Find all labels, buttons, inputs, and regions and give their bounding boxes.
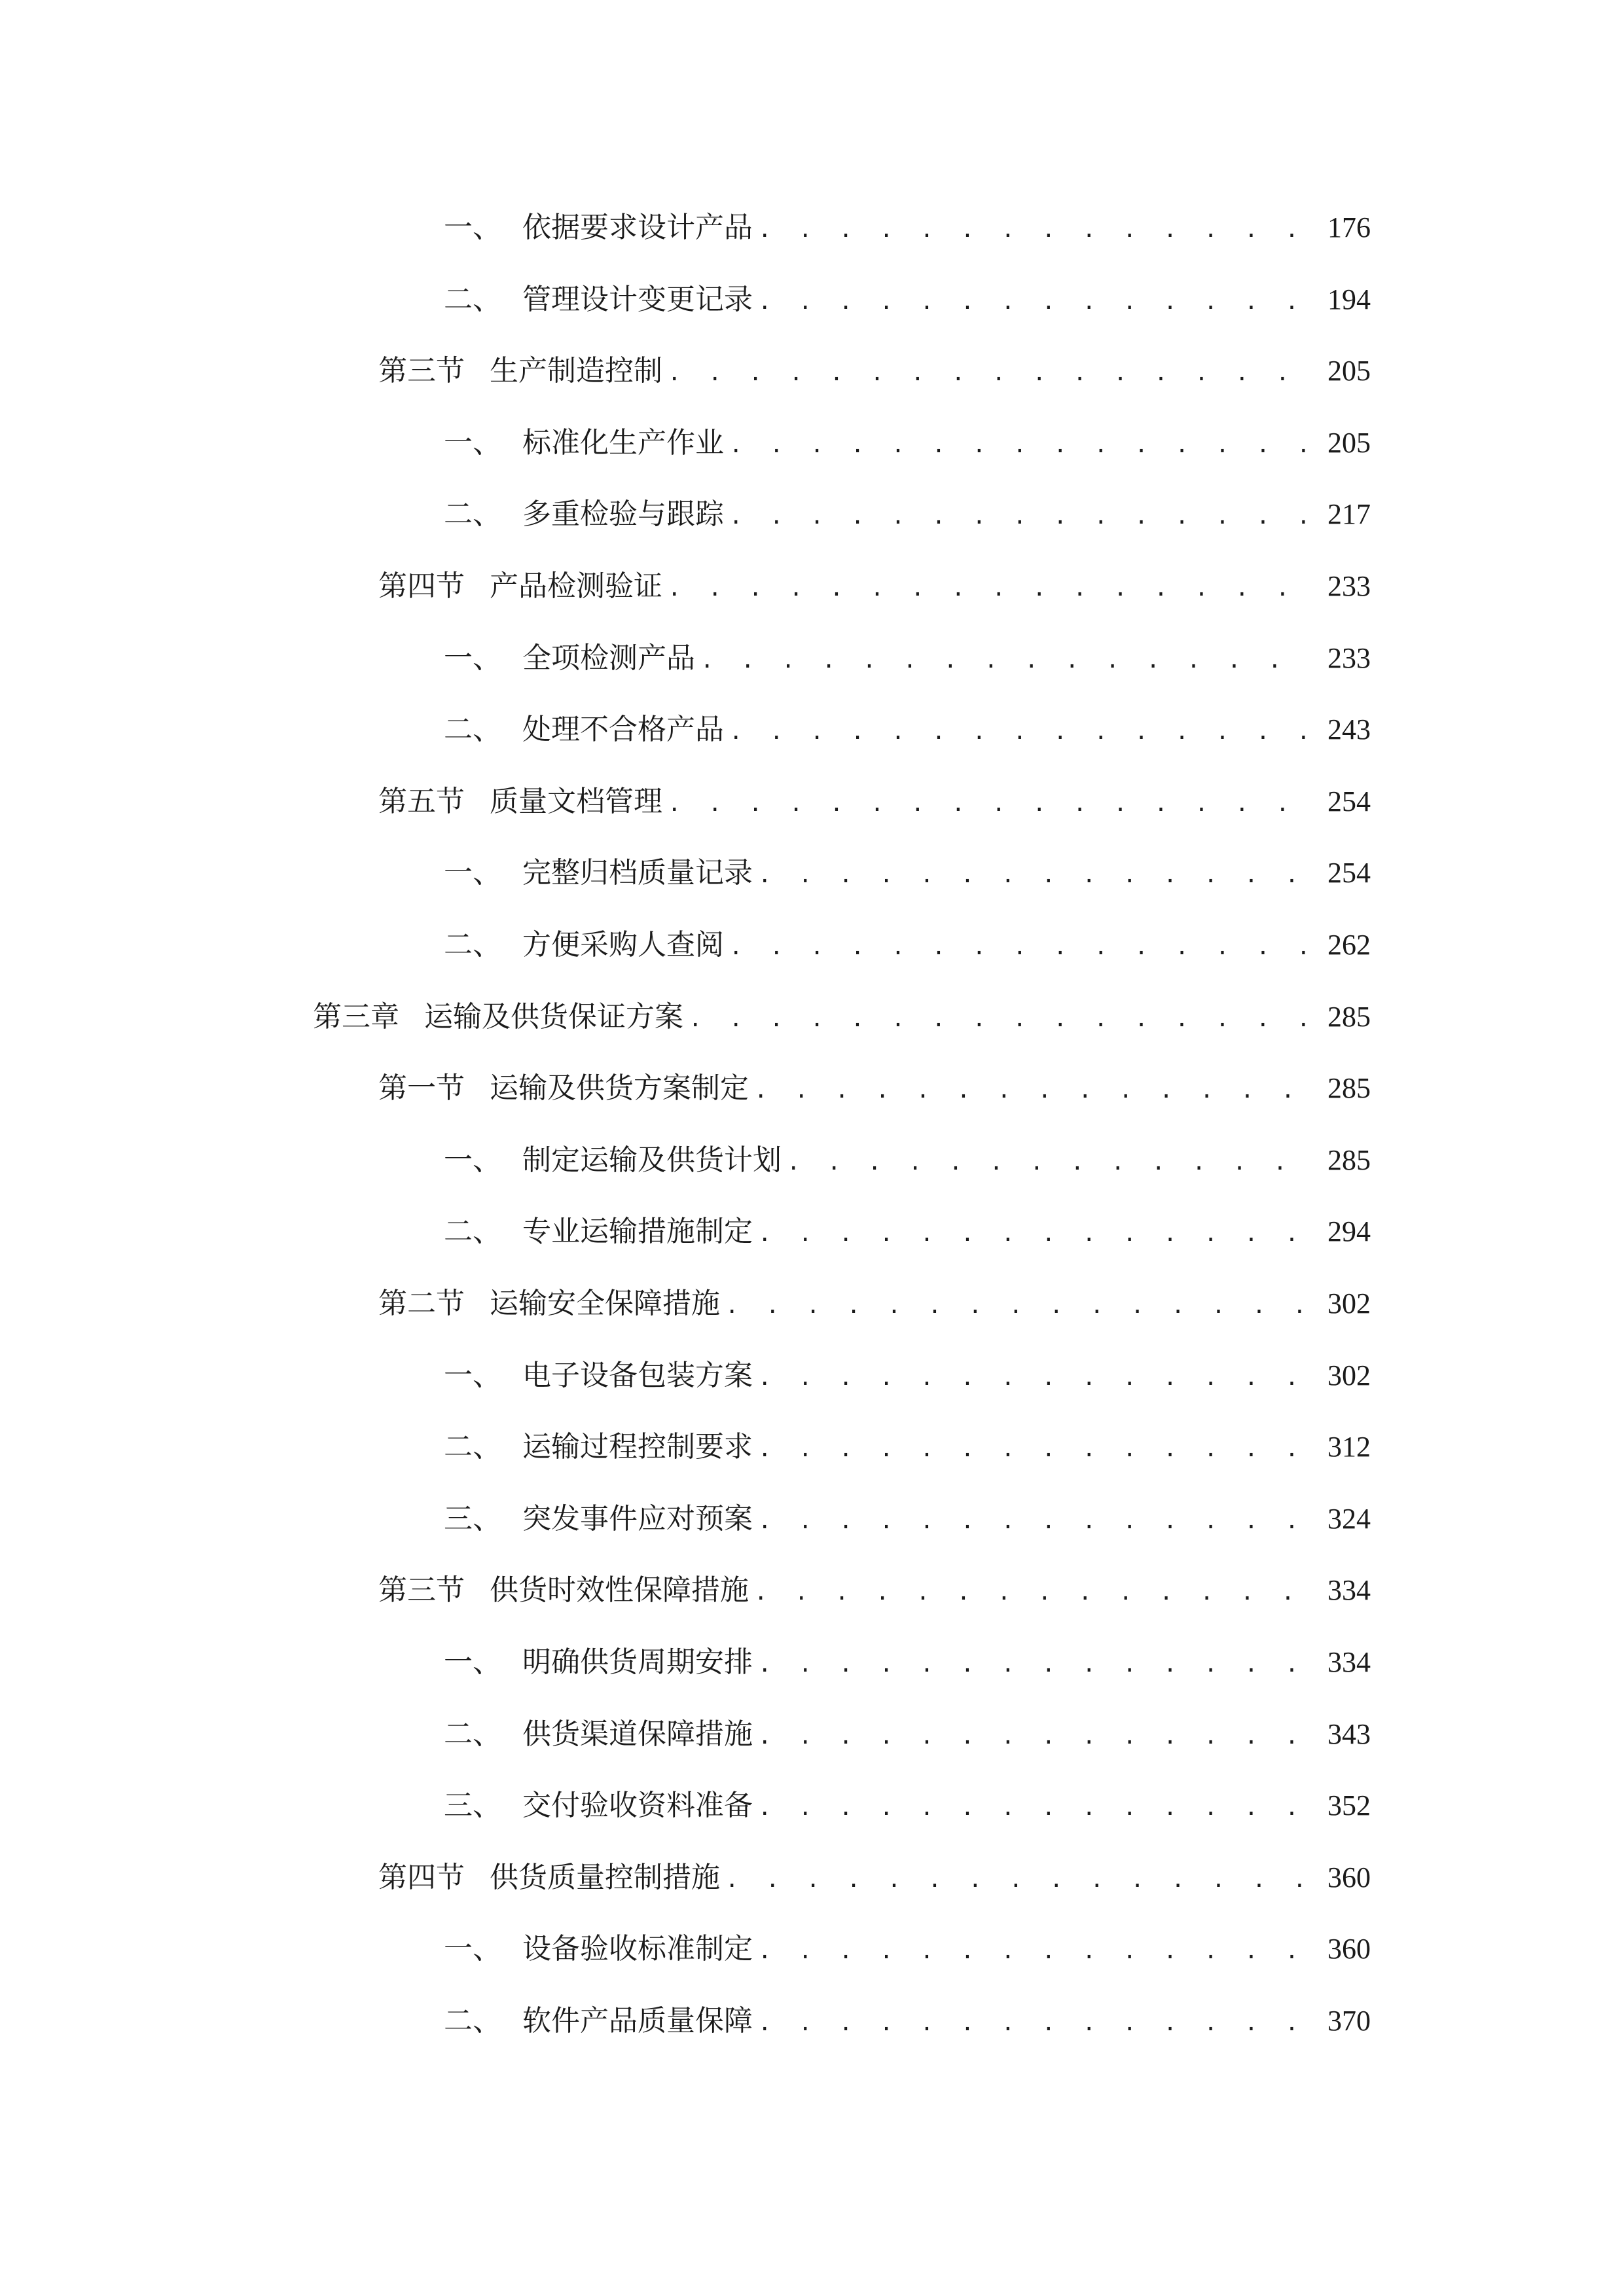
- toc-entry-label: [444, 1353, 753, 1399]
- toc-entry-number: 三、: [444, 1501, 501, 1535]
- toc-page-number: 324: [1327, 1502, 1371, 1535]
- toc-entry-number: 第一节: [378, 1071, 465, 1105]
- toc-entry-label: [378, 1281, 720, 1327]
- toc-entry-label: [378, 1855, 720, 1901]
- toc-dot-leader: [689, 996, 1309, 1042]
- toc-entry-title: 电子设备包装方案: [522, 1358, 753, 1392]
- toc-entry[interactable]: [444, 1209, 1371, 1255]
- toc-entry-number: 一、: [444, 1645, 501, 1679]
- toc-dot-leader: [668, 565, 1309, 611]
- toc-entry-number: 一、: [444, 211, 501, 244]
- toc-entry-number: 第四节: [378, 569, 465, 603]
- toc-dot-leader: [758, 1211, 1309, 1257]
- toc-entry[interactable]: [444, 850, 1371, 896]
- toc-entry[interactable]: [378, 348, 1371, 394]
- toc-page-number: 194: [1327, 283, 1371, 315]
- toc-dot-leader: [758, 207, 1309, 253]
- toc-entry[interactable]: [444, 707, 1371, 753]
- toc-entry-number: 二、: [444, 1717, 501, 1751]
- toc-entry[interactable]: [444, 1998, 1371, 2044]
- toc-entry-number: 第三节: [378, 1573, 465, 1607]
- toc-page-number: 233: [1327, 570, 1371, 602]
- toc-entry[interactable]: [444, 922, 1371, 968]
- toc-entry-label: [444, 1209, 753, 1255]
- toc-page-number: 243: [1327, 713, 1371, 746]
- toc-entry-title: 运输及供货方案制定: [490, 1071, 749, 1105]
- toc-entry-number: 一、: [444, 641, 501, 675]
- toc-entry[interactable]: [444, 492, 1371, 537]
- toc-dot-leader: [668, 350, 1309, 396]
- toc-entry-title: 多重检验与跟踪: [522, 497, 724, 531]
- toc-page-number: 285: [1327, 1143, 1371, 1176]
- toc-entry-number: 第三节: [378, 354, 465, 388]
- toc-entry-label: [444, 707, 724, 753]
- toc-entry-label: [444, 1998, 753, 2044]
- toc-entry-number: 一、: [444, 1143, 501, 1177]
- toc-dot-leader: [758, 1355, 1309, 1401]
- toc-page-number: 262: [1327, 929, 1371, 961]
- toc-entry-title: 突发事件应对预案: [522, 1501, 753, 1535]
- toc-entry-label: [444, 277, 753, 323]
- toc-dot-leader: [729, 493, 1309, 539]
- toc-dot-leader: [729, 422, 1309, 468]
- toc-entry[interactable]: [444, 420, 1371, 466]
- toc-entry-number: 二、: [444, 713, 501, 747]
- toc-page-number: 334: [1327, 1574, 1371, 1607]
- toc-entry-title: 软件产品质量保障: [522, 2004, 753, 2037]
- toc-dot-leader: [787, 1139, 1309, 1185]
- toc-entry[interactable]: [378, 564, 1371, 609]
- toc-page-number: 205: [1327, 355, 1371, 387]
- toc-page-number: 285: [1327, 1072, 1371, 1105]
- toc-entry-title: 运输安全保障措施: [490, 1287, 720, 1320]
- toc-dot-leader: [758, 1785, 1309, 1831]
- toc-entry-title: 专业运输措施制定: [522, 1215, 753, 1249]
- toc-dot-leader: [758, 1498, 1309, 1544]
- toc-dot-leader: [758, 279, 1309, 325]
- toc-entry-label: [378, 348, 662, 394]
- toc-dot-leader: [758, 1426, 1309, 1472]
- toc-entry-title: 交付验收资料准备: [522, 1789, 753, 1823]
- toc-entry-title: 供货质量控制措施: [490, 1860, 720, 1894]
- toc-page-number: 302: [1327, 1287, 1371, 1319]
- toc-entry-title: 管理设计变更记录: [522, 282, 753, 316]
- toc-entry-label: [444, 1138, 782, 1183]
- toc-entry[interactable]: [378, 1066, 1371, 1111]
- toc-dot-leader: [758, 1641, 1309, 1687]
- toc-entry[interactable]: [444, 1138, 1371, 1183]
- toc-entry-label: [378, 779, 662, 825]
- toc-entry[interactable]: [378, 1568, 1371, 1613]
- toc-entry-title: 供货渠道保障措施: [522, 1717, 753, 1751]
- toc-entry[interactable]: [444, 1640, 1371, 1685]
- toc-dot-leader: [758, 1713, 1309, 1759]
- toc-entry-title: 运输及供货保证方案: [424, 999, 683, 1033]
- toc-entry-label: [378, 564, 662, 609]
- toc-entry-label: [444, 1783, 753, 1829]
- toc-entry[interactable]: [313, 994, 1371, 1040]
- toc-entry-label: [444, 1496, 753, 1542]
- toc-entry-label: [444, 492, 724, 537]
- toc-entry[interactable]: [444, 1496, 1371, 1542]
- toc-entry[interactable]: [444, 1712, 1371, 1757]
- toc-page-number: 360: [1327, 1861, 1371, 1893]
- toc-page-number: 343: [1327, 1717, 1371, 1750]
- toc-entry-number: 二、: [444, 2004, 501, 2037]
- toc-entry[interactable]: [444, 1926, 1371, 1972]
- toc-entry-label: [378, 1568, 749, 1613]
- toc-entry-label: [444, 850, 753, 896]
- toc-entry-label: [444, 922, 724, 968]
- toc-entry-label: [444, 205, 753, 251]
- toc-entry-number: 二、: [444, 497, 501, 531]
- toc-entry-number: 一、: [444, 425, 501, 459]
- toc-dot-leader: [754, 1570, 1309, 1615]
- toc-entry-title: 全项检测产品: [522, 641, 695, 675]
- toc-entry-number: 一、: [444, 856, 501, 890]
- toc-entry-label: [313, 994, 683, 1040]
- toc-entry-number: 一、: [444, 1358, 501, 1392]
- toc-page-number: 302: [1327, 1359, 1371, 1391]
- toc-page-number: 370: [1327, 2005, 1371, 2037]
- toc-entry-label: [444, 1640, 753, 1685]
- toc-entry-number: 第五节: [378, 784, 465, 818]
- toc-entry[interactable]: [378, 1281, 1371, 1327]
- toc-dot-leader: [754, 1067, 1309, 1113]
- toc-page-number: 285: [1327, 1000, 1371, 1033]
- toc-page-number: 360: [1327, 1933, 1371, 1965]
- toc-entry-title: 质量文档管理: [490, 784, 662, 818]
- toc-entry-number: 第三章: [313, 999, 399, 1033]
- toc-entry-title: 生产制造控制: [490, 354, 662, 388]
- toc-entry-label: [444, 1712, 753, 1757]
- toc-page-number: 205: [1327, 426, 1371, 459]
- toc-entry[interactable]: [444, 1783, 1371, 1829]
- toc-entry-number: 二、: [444, 282, 501, 316]
- toc-page-number: 294: [1327, 1215, 1371, 1248]
- toc-entry-number: 二、: [444, 1215, 501, 1249]
- toc-entry-number: 第二节: [378, 1287, 465, 1320]
- toc-entry-title: 明确供货周期安排: [522, 1645, 753, 1679]
- toc-entry[interactable]: [444, 205, 1371, 251]
- toc-dot-leader: [729, 924, 1309, 970]
- toc-entry-title: 标准化生产作业: [522, 425, 724, 459]
- toc-dot-leader: [668, 781, 1309, 827]
- toc-entry-number: 第四节: [378, 1860, 465, 1894]
- toc-entry[interactable]: [444, 636, 1371, 681]
- toc-entry[interactable]: [378, 1855, 1371, 1901]
- toc-entry[interactable]: [444, 277, 1371, 323]
- toc-page-number: 254: [1327, 857, 1371, 889]
- toc-page-number: 334: [1327, 1646, 1371, 1678]
- toc-page-number: 312: [1327, 1431, 1371, 1463]
- toc-entry-number: 三、: [444, 1789, 501, 1823]
- toc-entry-title: 产品检测验证: [490, 569, 662, 603]
- toc-entry-title: 供货时效性保障措施: [490, 1573, 749, 1607]
- toc-page-number: 217: [1327, 498, 1371, 531]
- toc-entry[interactable]: [378, 779, 1371, 825]
- toc-entry[interactable]: [444, 1353, 1371, 1399]
- toc-entry-title: 运输过程控制要求: [522, 1430, 753, 1464]
- toc-entry-title: 完整归档质量记录: [522, 856, 753, 890]
- toc-entry[interactable]: [444, 1424, 1371, 1470]
- toc-entry-title: 方便采购人查阅: [522, 928, 724, 961]
- toc-entry-title: 设备验收标准制定: [522, 1932, 753, 1966]
- toc-entry-label: [444, 1424, 753, 1470]
- toc-entry-label: [444, 1926, 753, 1972]
- toc-page-number: 176: [1327, 211, 1371, 243]
- toc-entry-label: [378, 1066, 749, 1111]
- toc-dot-leader: [758, 1928, 1309, 1974]
- toc-dot-leader: [729, 709, 1309, 755]
- toc-dot-leader: [725, 1857, 1309, 1903]
- toc-dot-leader: [700, 637, 1309, 683]
- toc-dot-leader: [758, 852, 1309, 898]
- toc-page-number: 352: [1327, 1789, 1371, 1822]
- toc-dot-leader: [725, 1283, 1309, 1329]
- toc-page-number: 254: [1327, 785, 1371, 817]
- toc-entry-label: [444, 636, 695, 681]
- toc-dot-leader: [758, 2000, 1309, 2046]
- toc-entry-number: 一、: [444, 1932, 501, 1966]
- toc-entry-title: 制定运输及供货计划: [522, 1143, 782, 1177]
- toc-entry-title: 处理不合格产品: [522, 713, 724, 747]
- toc-entry-label: [444, 420, 724, 466]
- toc-entry-number: 二、: [444, 928, 501, 961]
- toc-entry-number: 二、: [444, 1430, 501, 1464]
- toc-entry-title: 依据要求设计产品: [522, 211, 753, 244]
- toc-page-number: 233: [1327, 641, 1371, 674]
